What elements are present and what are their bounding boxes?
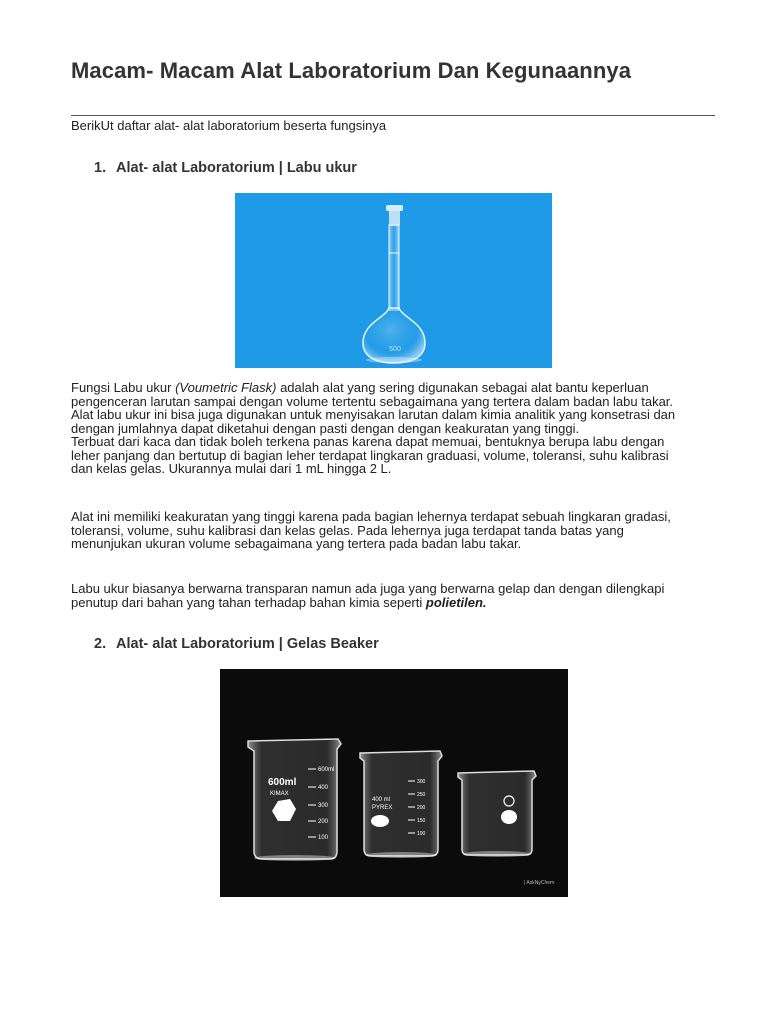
text-run: pengenceran larutan sampai dengan volume tertentu sebagaimana yang tertera dalam badan labu takar. bbox=[71, 393, 674, 409]
beaker2-brand: PYREX bbox=[372, 805, 393, 811]
beaker2-tick-label: 300 bbox=[417, 779, 426, 785]
text-run: Terbuat dari kaca dan tidak boleh terkena panas karena dapat memuai, bentuknya berupa labu dengan bbox=[71, 434, 665, 449]
beaker1-tick-label: 100 bbox=[318, 835, 329, 841]
text-run: Alat labu ukur ini bisa juga digunakan untuk menyisakan larutan dalam kimia analitik yang konsetrasi dan bbox=[71, 407, 676, 422]
beakers-photo bbox=[220, 669, 568, 897]
beaker1-tick-label: 400 bbox=[318, 785, 329, 791]
paragraph-labu-ukur-1 bbox=[71, 381, 721, 476]
beaker2-tick-label: 100 bbox=[417, 831, 426, 837]
title-divider bbox=[71, 115, 715, 116]
beaker1-tick-label: 200 bbox=[318, 819, 329, 825]
section-number: 2. bbox=[94, 636, 107, 652]
beaker1-tick-label: 300 bbox=[318, 803, 329, 809]
text-run: toleransi, volume, suhu kalibrasi dan kelas gelas. Pada lehernya juga terdapat tanda batas yang bbox=[71, 522, 624, 538]
page-title: Macam- Macam Alat Laboratorium Dan Kegunaannya bbox=[71, 58, 632, 83]
text-run: Labu ukur biasanya berwarna transparan namun ada juga yang berwarna gelap dan dengan dilengkapi bbox=[71, 581, 665, 596]
bold-italic-term: polietilen. bbox=[425, 594, 487, 610]
beaker1-tick-label: 600ml bbox=[318, 767, 335, 773]
text-run: leher panjang dan bertutup di bagian leher terdapat lingkaran graduasi, volume, toleransi, suhu kalibrasi bbox=[71, 447, 669, 463]
volumetric-flask-photo bbox=[235, 193, 552, 368]
section-heading-gelas-beaker bbox=[94, 636, 379, 652]
text-run: penutup dari bahan yang tahan terhadap bahan kimia seperti bbox=[71, 594, 426, 610]
section-title: Alat- alat Laboratorium | Gelas Beaker bbox=[116, 636, 379, 652]
beaker2-volume: 400 ml bbox=[372, 797, 391, 803]
paragraph-labu-ukur-3 bbox=[71, 582, 721, 609]
beaker2-tick-label: 250 bbox=[417, 792, 426, 798]
italic-term: (Voumetric Flask) bbox=[175, 380, 277, 395]
flask-mark: 500 bbox=[389, 346, 401, 353]
photo-watermark: | AskNyChem bbox=[524, 880, 555, 886]
section-heading-labu-ukur bbox=[94, 160, 357, 176]
text-run: dengan jumlahnya dapat diketahui dengan pasti dengan dengan keakuratan yang tinggi. bbox=[71, 420, 580, 436]
text-run: adalah alat yang sering digunakan sebagai alat bantu keperluan bbox=[276, 380, 649, 395]
beaker-small bbox=[458, 771, 536, 857]
text-run: dan kelas gelas. Ukurannya mulai dari 1 mL hingga 2 L. bbox=[71, 461, 392, 476]
beaker2-tick-label: 200 bbox=[417, 805, 426, 811]
beaker-400ml bbox=[360, 751, 442, 858]
section-title: Alat- alat Laboratorium | Labu ukur bbox=[116, 160, 357, 176]
beaker-600ml bbox=[248, 739, 341, 861]
intro-text: BerikUt daftar alat- alat laboratorium beserta fungsinya bbox=[71, 118, 387, 133]
section-number: 1. bbox=[94, 160, 107, 176]
beaker1-brand: KIMAX bbox=[270, 791, 289, 797]
beaker1-volume: 600ml bbox=[268, 777, 297, 788]
text-run: Alat ini memiliki keakuratan yang tinggi karena pada bagian lehernya terdapat sebuah lingkaran gradasi, bbox=[71, 509, 671, 524]
paragraph-labu-ukur-2 bbox=[71, 510, 721, 551]
text-run: Fungsi Labu ukur bbox=[71, 380, 176, 395]
beaker2-tick-label: 150 bbox=[417, 818, 426, 824]
text-run: menunjukan ukuran volume sebagaimana yang tertera pada badan labu takar. bbox=[71, 536, 522, 551]
